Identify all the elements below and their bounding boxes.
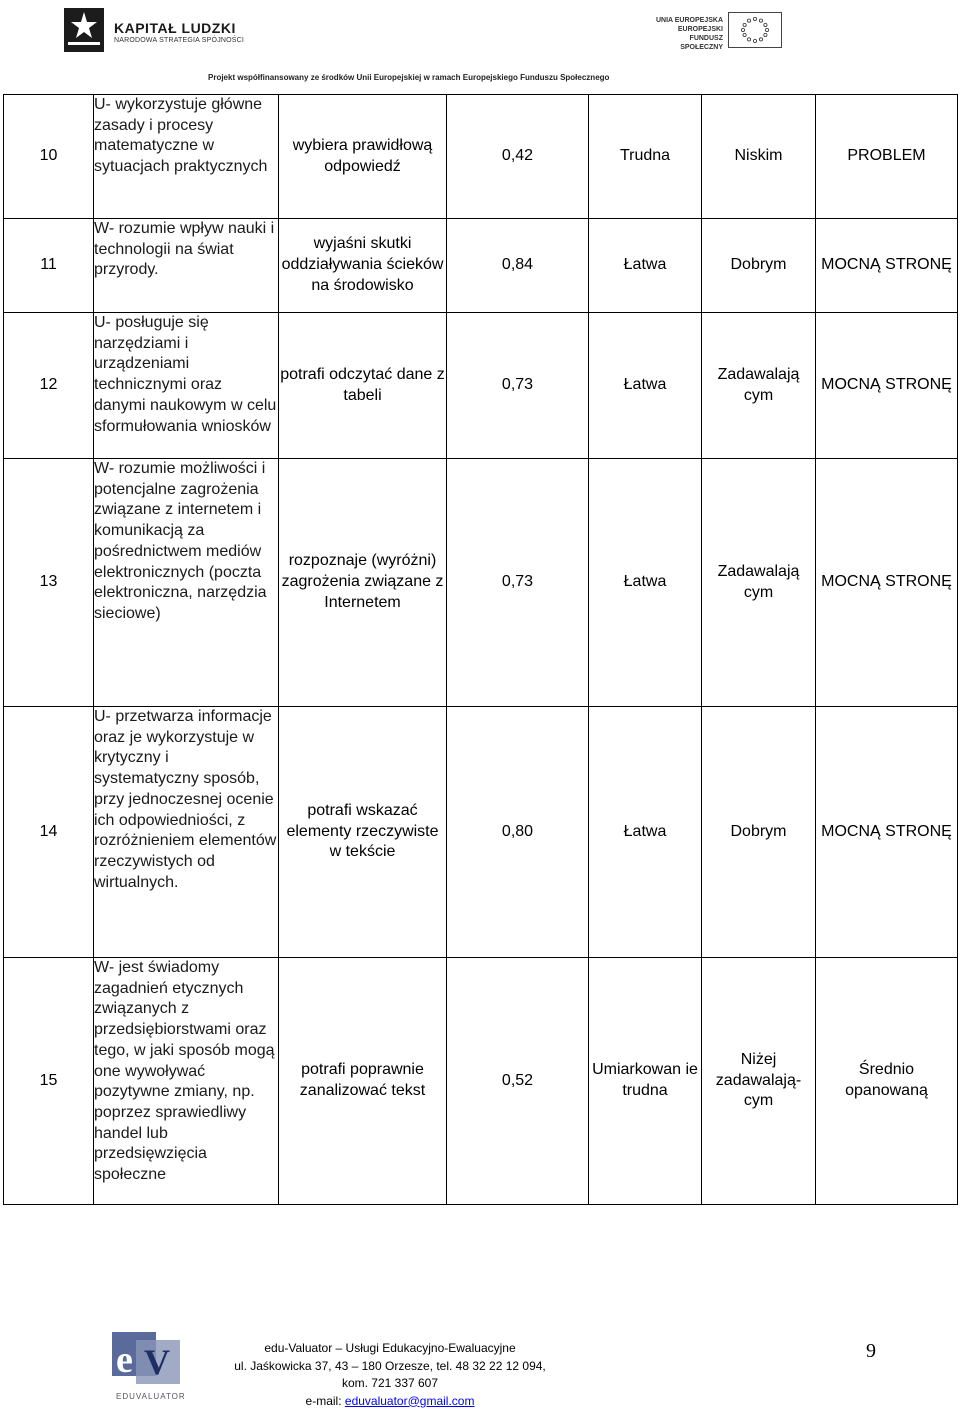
difficulty-index: 0,52 — [447, 958, 589, 1205]
item-number: 13 — [4, 459, 94, 707]
difficulty-index: 0,73 — [447, 313, 589, 459]
mastery-level: Niżej zadawalają- cym — [702, 958, 816, 1205]
difficulty-index: 0,73 — [447, 459, 589, 707]
difficulty-index: 0,84 — [447, 219, 589, 313]
page-footer — [230, 1340, 550, 1410]
requirement-text: W- rozumie możliwości i potencjalne zagrożenia związane z internetem i komunikacją za pośrednictwem mediów elektronicznych (poczta elektroniczna, narzędzia sieciowe) — [94, 459, 279, 707]
requirement-text: U- wykorzystuje główne zasady i procesy matematyczne w sytuacjach praktycznych — [94, 95, 279, 219]
item-number: 11 — [4, 219, 94, 313]
page-number: 9 — [866, 1340, 876, 1363]
footer-email-line — [230, 1393, 550, 1410]
skill-text: potrafi poprawnie zanalizować tekst — [279, 958, 447, 1205]
difficulty-label: Trudna — [589, 95, 702, 219]
requirement-text: U- posługuje się narzędziami i urządzeniami technicznymi oraz danymi naukowym w celu sformułowania wniosków — [94, 313, 279, 459]
difficulty-label: Łatwa — [589, 707, 702, 958]
difficulty-label: Łatwa — [589, 459, 702, 707]
status-label: PROBLEM — [816, 95, 958, 219]
status-label: MOCNĄ STRONĘ — [816, 219, 958, 313]
footer-email-link[interactable]: eduvaluator@gmail.com — [345, 1394, 475, 1408]
item-number: 15 — [4, 958, 94, 1205]
footer-email-label: e-mail: — [306, 1394, 342, 1408]
item-number: 12 — [4, 313, 94, 459]
difficulty-index: 0,80 — [447, 707, 589, 958]
mastery-level: Niskim — [702, 95, 816, 219]
eu-line-3: FUNDUSZ SPOŁECZNY — [648, 34, 723, 52]
svg-text:e: e — [116, 1339, 133, 1381]
table-row — [4, 958, 958, 1205]
table-row — [4, 313, 958, 459]
skill-text: rozpoznaje (wyróżni) zagrożenia związane z Internetem — [279, 459, 447, 707]
mastery-level: Zadawalają cym — [702, 459, 816, 707]
status-label: MOCNĄ STRONĘ — [816, 707, 958, 958]
eu-label — [648, 16, 723, 52]
status-label: MOCNĄ STRONĘ — [816, 313, 958, 459]
eu-line-2: EUROPEJSKI — [648, 25, 723, 34]
mastery-level: Dobrym — [702, 707, 816, 958]
skill-text: wybiera prawidłową odpowiedź — [279, 95, 447, 219]
requirement-text: U- przetwarza informacje oraz je wykorzystuje w krytyczny i systematyczny sposób, przy jednoczesnej ocenie ich odpowiedniości, z rozróżnieniem elementów rzeczywistych od wirtualnych. — [94, 707, 279, 958]
requirement-text: W- jest świadomy zagadnień etycznych związanych z przedsiębiorstwami oraz tego, w jaki sposób mogą one wywoływać pozytywne zmiany, np. poprzez sprawiedliwy handel lub przedsięwzięcia społeczne — [94, 958, 279, 1205]
difficulty-label: Umiarkowan ie trudna — [589, 958, 702, 1205]
kapital-ludzki-logo-icon — [64, 8, 104, 52]
eu-line-1: UNIA EUROPEJSKA — [648, 16, 723, 25]
requirement-text: W- rozumie wpływ nauki i technologii na świat przyrody. — [94, 219, 279, 313]
eu-flag-icon — [728, 12, 782, 48]
results-table — [3, 94, 958, 1205]
footer-company: edu-Valuator – Usługi Edukacyjno-Ewaluacyjne — [230, 1340, 550, 1358]
item-number: 10 — [4, 95, 94, 219]
logo-title: KAPITAŁ LUDZKI — [114, 20, 236, 36]
status-label: Średnio opanowaną — [816, 958, 958, 1205]
page-header — [0, 0, 960, 90]
table-row — [4, 707, 958, 958]
project-note: Projekt współfinansowany ze środków Unii Europejskiej w ramach Europejskiego Funduszu Społecznego — [208, 73, 609, 82]
table-row — [4, 459, 958, 707]
difficulty-label: Łatwa — [589, 313, 702, 459]
logo-subtitle: NARODOWA STRATEGIA SPÓJNOŚCI — [114, 37, 244, 44]
item-number: 14 — [4, 707, 94, 958]
skill-text: potrafi odczytać dane z tabeli — [279, 313, 447, 459]
difficulty-index: 0,42 — [447, 95, 589, 219]
mastery-level: Dobrym — [702, 219, 816, 313]
table-row — [4, 95, 958, 219]
skill-text: wyjaśni skutki oddziaływania ścieków na środowisko — [279, 219, 447, 313]
status-label: MOCNĄ STRONĘ — [816, 459, 958, 707]
eduvaluator-logo-icon — [106, 1330, 188, 1392]
mastery-level: Zadawalają cym — [702, 313, 816, 459]
footer-address: ul. Jaśkowicka 37, 43 – 180 Orzesze, tel. 48 32 22 12 094, kom. 721 337 607 — [230, 1358, 550, 1393]
svg-text:V: V — [144, 1342, 170, 1382]
table-row — [4, 219, 958, 313]
skill-text: potrafi wskazać elementy rzeczywiste w tekście — [279, 707, 447, 958]
eduvaluator-logo-text: EDUVALUATOR — [116, 1392, 186, 1401]
difficulty-label: Łatwa — [589, 219, 702, 313]
